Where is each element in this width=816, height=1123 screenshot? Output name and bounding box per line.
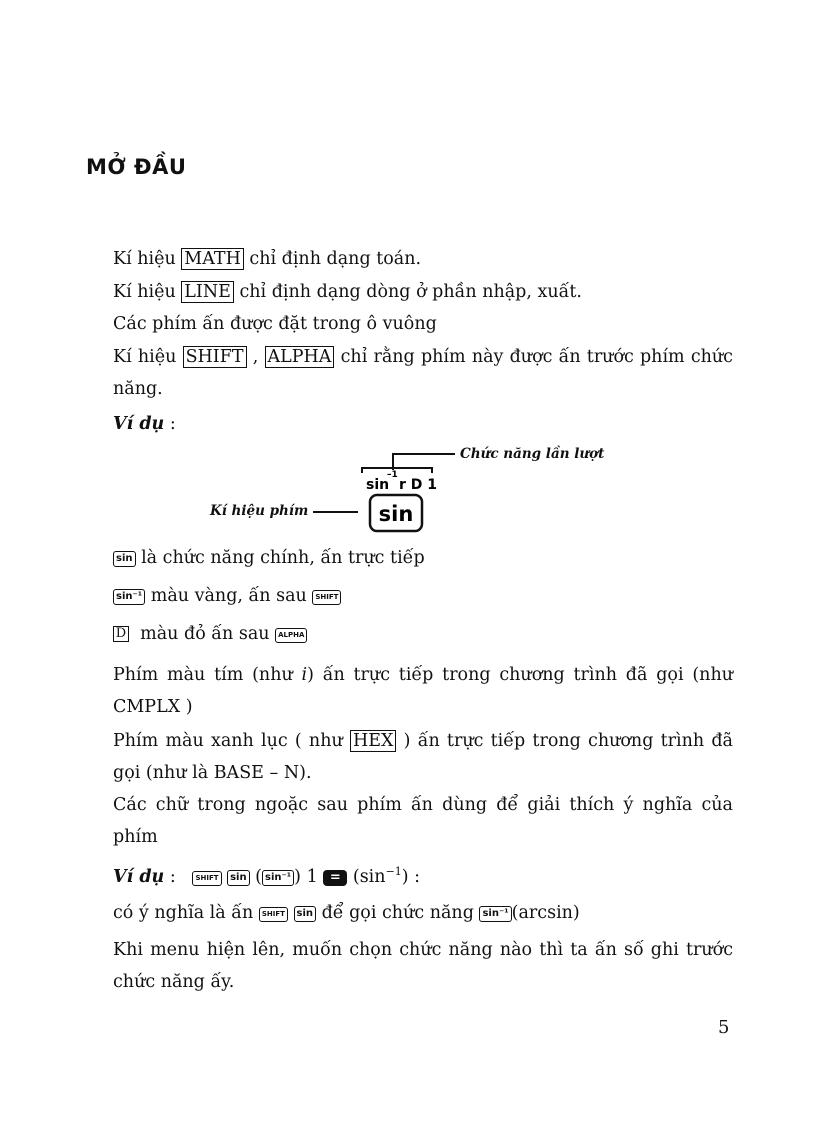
paragraph-meaning: có ý nghĩa là ấn SHIFT sin để gọi chức năng sin⁻¹ (arcsin) — [113, 903, 580, 923]
sininv-key-icon-3: sin⁻¹ — [479, 906, 511, 922]
sin-key-text: sin — [378, 502, 414, 526]
sin-key-icon-2: sin — [227, 870, 250, 886]
shift-key-icon-3: SHIFT — [259, 907, 288, 922]
paragraph-menu: Khi menu hiện lên, muốn chọn chức năng nào thì ta ấn số ghi trước chức năng ấy. — [113, 940, 733, 992]
line-key: LINE — [181, 281, 234, 303]
sininv-key-icon: sin⁻¹ — [113, 589, 145, 605]
sin-key-icon: sin — [113, 551, 136, 567]
example-heading: Ví dụ : — [113, 414, 176, 434]
legend-sininv: sin⁻¹ màu vàng, ấn sau SHIFT — [113, 580, 733, 612]
paragraph-green: Phím màu xanh lục ( như HEX ) ấn trực tiếp trong chương trình đã gọi (như là BASE – N). — [113, 731, 733, 783]
sininv-key-icon-2: sin⁻¹ — [262, 870, 294, 886]
alpha-key: ALPHA — [265, 346, 335, 368]
legend-sin: sin là chức năng chính, ấn trực tiếp — [113, 542, 733, 574]
shift-key-icon-2: SHIFT — [192, 871, 221, 886]
function-bracket — [362, 454, 455, 473]
hex-key: HEX — [350, 730, 397, 752]
page-title: MỞ ĐẦU — [86, 155, 187, 179]
math-key: MATH — [181, 248, 244, 270]
paragraph-purple: Phím màu tím (như i) ấn trực tiếp trong chương trình đã gọi (như CMPLX ) — [113, 665, 733, 717]
top-label-rd: r D 1 — [399, 477, 438, 493]
top-label-sin: sin — [366, 477, 390, 493]
shift-key: SHIFT — [183, 346, 247, 368]
shift-key-icon: SHIFT — [312, 590, 341, 605]
top-label-sup: –1 — [387, 470, 398, 480]
paragraph-math: Kí hiệu MATH chỉ định dạng toán. — [113, 249, 422, 269]
d-key-icon: D — [113, 626, 129, 642]
equals-key-icon: = — [323, 870, 347, 886]
function-label: Chức năng lần lượt — [460, 446, 605, 462]
paragraph-parens: Các chữ trong ngoặc sau phím ấn dùng để giải thích ý nghĩa của phím — [113, 795, 733, 847]
key-diagram — [0, 445, 816, 545]
key-label: Kí hiệu phím — [210, 503, 309, 519]
paragraph-keys-boxed: Các phím ấn được đặt trong ô vuông — [113, 314, 437, 334]
example2-line: Ví dụ : SHIFT sin ( sin⁻¹ ) $1 = (\sin^{-1})$ : — [113, 865, 421, 887]
paragraph-line: Kí hiệu LINE chỉ định dạng dòng ở phần nhập, xuất. — [113, 282, 582, 302]
page-number: 5 — [718, 1017, 730, 1038]
paragraph-shift-alpha: Kí hiệu SHIFT , ALPHA chỉ rằng phím này được ấn trước phím chức năng. — [113, 347, 733, 399]
legend-d: D màu đỏ ấn sau ALPHA — [113, 618, 733, 650]
alpha-key-icon: ALPHA — [275, 628, 307, 643]
sin-key-icon-3: sin — [294, 906, 317, 922]
